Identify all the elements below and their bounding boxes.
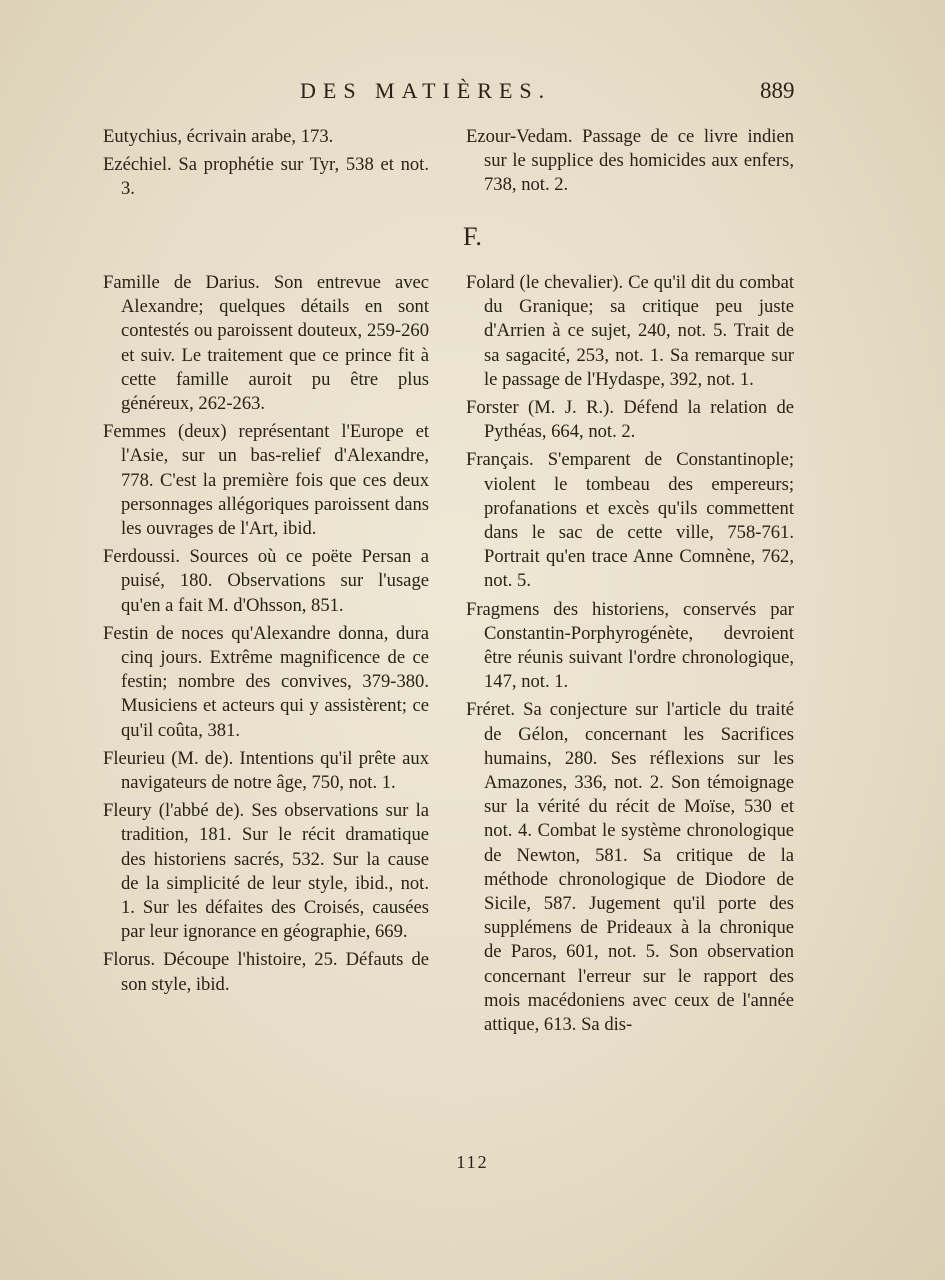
index-entry: Ezéchiel. Sa prophétie sur Tyr, 538 et not. 3. — [103, 154, 429, 200]
index-entry: Fragmens des historiens, conservés par Constantin-Porphyrogénète, devroient être réunis suivant l'ordre chronologique, 147, not. 1. — [466, 598, 794, 693]
index-entry: Florus. Découpe l'histoire, 25. Défauts de son style, ibid. — [103, 949, 429, 995]
signature-mark: 112 — [456, 1152, 489, 1172]
left-column — [103, 271, 429, 1001]
page-number: 889 — [760, 78, 795, 103]
index-entry: Ferdoussi. Sources où ce poëte Persan a puisé, 180. Observations sur l'usage qu'en a fait M. d'Ohsson, 851. — [103, 546, 429, 616]
index-entry: Famille de Darius. Son entrevue avec Alexandre; quelques détails en sont contestés ou paroissent douteux, 259-260 et suiv. Le traitement que ce prince fit à cette famille auroit pu être plus généreux, 262-263. — [103, 272, 429, 415]
index-entry: Folard (le chevalier). Ce qu'il dit du combat du Granique; sa critique peu juste d'Arrien à ce sujet, 240, not. 5. Trait de sa sagacité, 253, not. 1. Sa remarque sur le passage de l'Hydaspe, 392, not. 1. — [466, 272, 795, 390]
index-entry: Festin de noces qu'Alexandre donna, dura cinq jours. Extrême magnificence de ce festin; nombre des convives, 379-380. Musiciens et acteurs qui y assistèrent; ce qu'il coûta, 381. — [103, 622, 430, 741]
index-entry: Fleury (l'abbé de). Ses observations sur la tradition, 181. Sur le récit dramatique des historiens sacrés, 532. Sur la cause de la simplicité de leur style, ibid., not. 1. Sur les défaites des Croisés, causées par leur ignorance en géographie, 669. — [103, 800, 429, 943]
index-entry: Fleurieu (M. de). Intentions qu'il prête aux navigateurs de notre âge, 750, not. 1. — [103, 747, 429, 794]
header-title: DES MATIÈRES. — [300, 78, 552, 103]
running-header — [0, 78, 945, 112]
right-column — [466, 271, 794, 1041]
index-entry: Fréret. Sa conjecture sur l'article du traité de Gélon, concernant les Sacrifices humains, 280. Ses réflexions sur les Amazones, 336, not. 2. Son témoignage sur la vérité du récit de Moïse, 530 et not. 4. Combat le système chronologique de Newton, 581. Sa critique de la méthode chronologique de Diodore de Sicile, 587. Jugement qu'il porte des supplémens de Prideaux à la chronique de Paros, 601, not. 5. Son observation concernant l'erreur sur le rapport des mois macédoniens avec ceux de l'année attique, 613. Sa dis- — [466, 699, 794, 1036]
top-left-column — [103, 125, 429, 206]
index-entry: Ezour-Vedam. Passage de ce livre indien sur le supplice des homicides aux enfers, 738, not. 2. — [466, 126, 794, 196]
section-letter: F. — [463, 222, 482, 251]
index-entry: Femmes (deux) représentant l'Europe et l'Asie, sur un bas-relief d'Alexandre, 778. C'est la première fois que ces deux personnages allégoriques paroissent dans les ouvrages de l'Art, ibid. — [103, 421, 429, 540]
index-entry: Eutychius, écrivain arabe, 173. — [103, 126, 334, 147]
index-entry: Français. S'emparent de Constantinople; violent le tombeau des empereurs; profanations et excès qu'ils commettent dans le sac de cette ville, 758-761. Portrait qu'en trace Anne Comnène, 762, not. 5. — [466, 449, 794, 592]
index-entry: Forster (M. J. R.). Défend la relation de Pythéas, 664, not. 2. — [466, 397, 794, 443]
top-right-column — [466, 125, 794, 202]
